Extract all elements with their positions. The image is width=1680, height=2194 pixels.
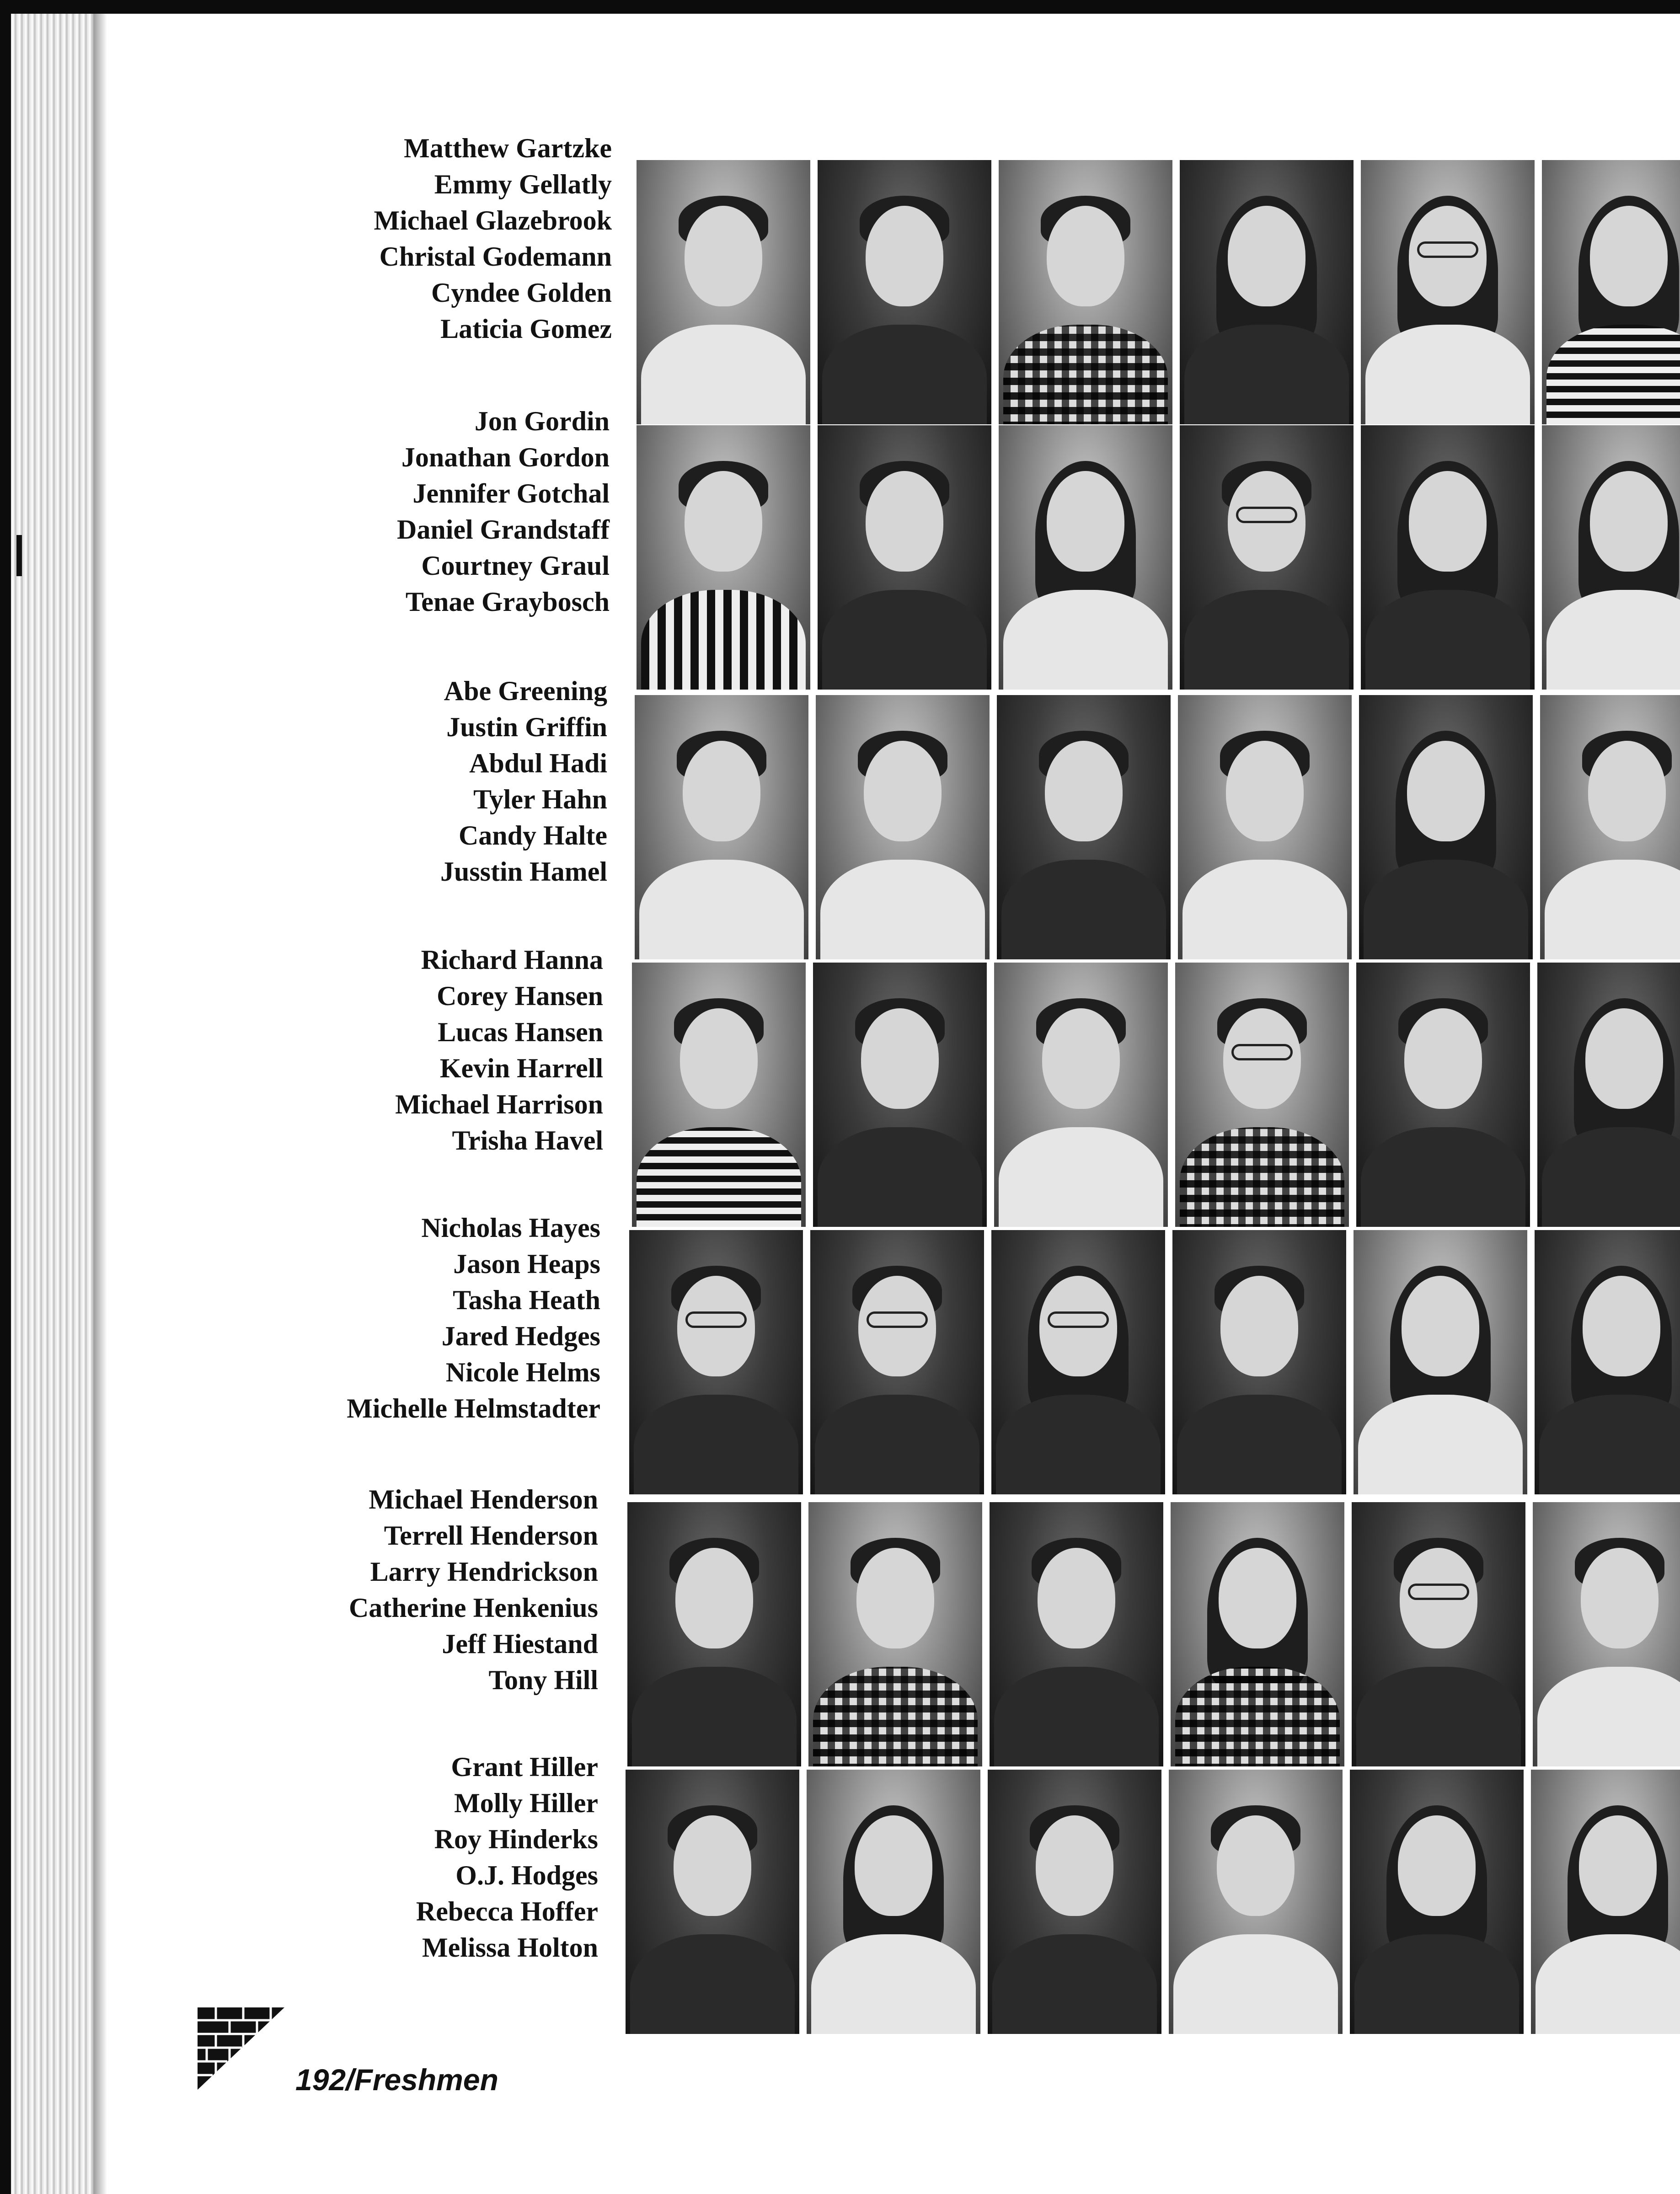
portrait-body bbox=[1545, 860, 1680, 959]
portrait-body bbox=[822, 325, 987, 424]
portrait-body bbox=[811, 1934, 976, 2034]
portrait-head bbox=[685, 206, 762, 306]
portrait-head bbox=[1588, 741, 1666, 841]
portrait-head bbox=[1036, 1815, 1113, 1916]
book-page-edges bbox=[11, 14, 98, 2194]
portrait-head bbox=[1579, 1815, 1657, 1916]
student-portrait bbox=[1350, 1770, 1524, 2034]
student-name: Michael Glazebrook bbox=[374, 205, 612, 235]
portrait-body bbox=[1539, 1395, 1680, 1494]
portrait-body bbox=[994, 1667, 1159, 1766]
portrait-head bbox=[1220, 1276, 1298, 1376]
portrait-body bbox=[632, 1667, 797, 1766]
student-name: Daniel Grandstaff bbox=[397, 514, 610, 545]
student-name: Grant Hiller bbox=[451, 1752, 598, 1782]
student-portrait bbox=[1172, 1230, 1346, 1494]
portrait-body bbox=[1358, 1395, 1523, 1494]
student-name: Justin Griffin bbox=[446, 712, 607, 742]
student-name: Jonathan Gordon bbox=[401, 442, 610, 472]
portrait-head bbox=[1409, 206, 1487, 306]
portrait-body bbox=[815, 1395, 979, 1494]
student-portrait bbox=[1537, 963, 1680, 1227]
student-portrait bbox=[632, 963, 806, 1227]
name-column bbox=[440, 673, 607, 890]
student-name: Cyndee Golden bbox=[431, 278, 612, 308]
student-name: Tenae Graybosch bbox=[405, 587, 610, 617]
student-portrait bbox=[1359, 695, 1533, 959]
portrait-head bbox=[1223, 1008, 1301, 1109]
portrait-head bbox=[1400, 1548, 1477, 1648]
page-folio: 192/Freshmen bbox=[295, 2063, 498, 2097]
portrait-head bbox=[1038, 1548, 1115, 1648]
portrait-body bbox=[1546, 325, 1680, 424]
student-portrait bbox=[1356, 963, 1530, 1227]
student-portrait bbox=[1352, 1502, 1525, 1766]
student-portrait bbox=[999, 160, 1172, 424]
student-portrait bbox=[808, 1502, 982, 1766]
student-portrait bbox=[991, 1230, 1165, 1494]
portrait-head bbox=[866, 206, 943, 306]
portrait-head bbox=[674, 1815, 751, 1916]
portrait-body bbox=[996, 1395, 1161, 1494]
portrait-head bbox=[1226, 741, 1304, 841]
portrait-body bbox=[1173, 1934, 1338, 2034]
portrait-head bbox=[1039, 1276, 1117, 1376]
student-portrait bbox=[1175, 963, 1349, 1227]
portrait-head bbox=[1590, 206, 1668, 306]
portrait-body bbox=[1177, 1395, 1342, 1494]
portrait-head bbox=[1042, 1008, 1120, 1109]
portrait-head bbox=[866, 471, 943, 572]
portrait-head bbox=[1402, 1276, 1479, 1376]
student-name: Tyler Hahn bbox=[473, 784, 607, 814]
student-name: Jon Gordin bbox=[474, 406, 610, 436]
student-portrait bbox=[635, 695, 808, 959]
portrait-head bbox=[1404, 1008, 1482, 1109]
student-name: Laticia Gomez bbox=[440, 314, 612, 344]
student-portrait bbox=[1354, 1230, 1527, 1494]
portrait-body bbox=[1365, 325, 1530, 424]
student-portrait bbox=[1533, 1502, 1680, 1766]
student-name: Jusstin Hamel bbox=[440, 856, 607, 887]
student-portrait bbox=[629, 1230, 803, 1494]
student-name: Christal Godemann bbox=[379, 241, 612, 272]
student-portrait bbox=[988, 1770, 1161, 2034]
student-portrait bbox=[1531, 1770, 1680, 2034]
student-portrait bbox=[990, 1502, 1163, 1766]
student-name: Michael Henderson bbox=[369, 1484, 598, 1514]
portrait-head bbox=[1047, 206, 1124, 306]
portrait-body bbox=[637, 1127, 801, 1227]
portrait-head bbox=[1045, 741, 1123, 841]
portrait-body bbox=[1364, 860, 1528, 959]
student-name: Rebecca Hoffer bbox=[416, 1896, 598, 1926]
name-column bbox=[347, 1210, 600, 1427]
portrait-head bbox=[864, 741, 942, 841]
student-name: Nicholas Hayes bbox=[421, 1213, 600, 1243]
portrait-body bbox=[1180, 1127, 1344, 1227]
student-portrait bbox=[626, 1770, 799, 2034]
student-name: Jared Hedges bbox=[441, 1321, 600, 1351]
portrait-body bbox=[1184, 325, 1349, 424]
student-name: Abe Greening bbox=[444, 676, 607, 706]
portrait-head bbox=[1581, 1548, 1659, 1648]
name-column bbox=[397, 403, 610, 620]
portrait-body bbox=[1542, 1127, 1680, 1227]
student-portrait bbox=[1542, 425, 1680, 690]
student-portrait bbox=[1180, 425, 1354, 690]
student-name: Emmy Gellatly bbox=[434, 169, 612, 199]
student-portrait bbox=[999, 425, 1172, 690]
portrait-head bbox=[677, 1276, 755, 1376]
student-portrait bbox=[1542, 160, 1680, 424]
portrait-head bbox=[1219, 1548, 1296, 1648]
student-name: Kevin Harrell bbox=[439, 1053, 603, 1083]
student-portrait bbox=[1178, 695, 1352, 959]
portrait-head bbox=[1228, 471, 1305, 572]
portrait-body bbox=[813, 1667, 978, 1766]
student-portrait bbox=[1180, 160, 1354, 424]
portrait-head bbox=[1217, 1815, 1295, 1916]
portrait-body bbox=[1546, 590, 1680, 690]
student-portrait bbox=[1361, 425, 1535, 690]
portrait-head bbox=[683, 741, 760, 841]
student-name: Roy Hinderks bbox=[434, 1824, 598, 1854]
portrait-body bbox=[641, 590, 806, 690]
spine-shadow bbox=[93, 14, 107, 2194]
portrait-head bbox=[685, 471, 762, 572]
portrait-body bbox=[1536, 1934, 1680, 2034]
student-name: Matthew Gartzke bbox=[404, 133, 612, 163]
portrait-head bbox=[680, 1008, 758, 1109]
student-name: Corey Hansen bbox=[437, 981, 603, 1011]
student-portrait bbox=[994, 963, 1168, 1227]
portrait-head bbox=[855, 1815, 932, 1916]
student-portrait bbox=[810, 1230, 984, 1494]
student-name: Jennifer Gotchal bbox=[412, 478, 610, 508]
student-name: Jeff Hiestand bbox=[442, 1629, 598, 1659]
portrait-head bbox=[1407, 741, 1485, 841]
portrait-head bbox=[675, 1548, 753, 1648]
portrait-body bbox=[641, 325, 806, 424]
name-column bbox=[395, 942, 603, 1159]
brick-wall-icon bbox=[198, 2007, 284, 2090]
student-portrait bbox=[807, 1770, 980, 2034]
portrait-head bbox=[1585, 1008, 1663, 1109]
portrait-body bbox=[999, 1127, 1163, 1227]
student-portrait bbox=[1535, 1230, 1680, 1494]
student-name: Molly Hiller bbox=[454, 1788, 598, 1818]
portrait-head bbox=[1047, 471, 1124, 572]
portrait-body bbox=[818, 1127, 982, 1227]
portrait-head bbox=[858, 1276, 936, 1376]
portrait-body bbox=[1537, 1667, 1680, 1766]
student-portrait bbox=[818, 160, 991, 424]
name-column bbox=[349, 1482, 598, 1698]
portrait-head bbox=[1398, 1815, 1476, 1916]
student-name: Abdul Hadi bbox=[469, 748, 607, 778]
portrait-body bbox=[1182, 860, 1347, 959]
student-portrait bbox=[818, 425, 991, 690]
name-column bbox=[374, 130, 612, 347]
student-name: Michelle Helmstadter bbox=[347, 1393, 600, 1423]
portrait-body bbox=[1354, 1934, 1519, 2034]
student-portrait bbox=[997, 695, 1171, 959]
portrait-body bbox=[822, 590, 987, 690]
student-name: Nicole Helms bbox=[445, 1357, 600, 1387]
name-column bbox=[416, 1749, 598, 1966]
portrait-body bbox=[1184, 590, 1349, 690]
student-name: Catherine Henkenius bbox=[348, 1593, 598, 1623]
student-portrait bbox=[637, 425, 810, 690]
student-portrait bbox=[1169, 1770, 1343, 2034]
student-name: Terrell Henderson bbox=[384, 1520, 598, 1551]
student-portrait bbox=[1171, 1502, 1344, 1766]
spine-mark bbox=[16, 535, 22, 576]
student-name: Trisha Havel bbox=[452, 1125, 603, 1156]
portrait-body bbox=[634, 1395, 798, 1494]
portrait-head bbox=[1583, 1276, 1660, 1376]
portrait-body bbox=[1175, 1667, 1340, 1766]
portrait-head bbox=[856, 1548, 934, 1648]
student-portrait bbox=[627, 1502, 801, 1766]
student-name: Larry Hendrickson bbox=[370, 1557, 598, 1587]
portrait-body bbox=[639, 860, 804, 959]
student-portrait bbox=[813, 963, 987, 1227]
student-name: O.J. Hodges bbox=[455, 1860, 598, 1890]
portrait-body bbox=[1356, 1667, 1521, 1766]
portrait-body bbox=[1361, 1127, 1525, 1227]
portrait-body bbox=[630, 1934, 795, 2034]
student-name: Michael Harrison bbox=[395, 1089, 603, 1119]
student-portrait bbox=[637, 160, 810, 424]
student-name: Candy Halte bbox=[458, 820, 607, 851]
student-portrait bbox=[1361, 160, 1535, 424]
portrait-head bbox=[1409, 471, 1487, 572]
student-name: Richard Hanna bbox=[421, 945, 603, 975]
portrait-body bbox=[992, 1934, 1157, 2034]
portrait-body bbox=[820, 860, 985, 959]
student-name: Melissa Holton bbox=[422, 1932, 598, 1963]
student-name: Lucas Hansen bbox=[438, 1017, 603, 1047]
student-name: Tony Hill bbox=[488, 1665, 598, 1695]
student-name: Jason Heaps bbox=[453, 1249, 600, 1279]
portrait-head bbox=[1228, 206, 1305, 306]
portrait-head bbox=[861, 1008, 939, 1109]
portrait-body bbox=[1003, 590, 1168, 690]
student-name: Tasha Heath bbox=[453, 1285, 600, 1315]
portrait-body bbox=[1001, 860, 1166, 959]
student-name: Courtney Graul bbox=[421, 551, 610, 581]
yearbook-page bbox=[11, 14, 1680, 2194]
portrait-body bbox=[1003, 325, 1168, 424]
portrait-body bbox=[1365, 590, 1530, 690]
portrait-head bbox=[1590, 471, 1668, 572]
student-portrait bbox=[1540, 695, 1680, 959]
student-portrait bbox=[816, 695, 990, 959]
